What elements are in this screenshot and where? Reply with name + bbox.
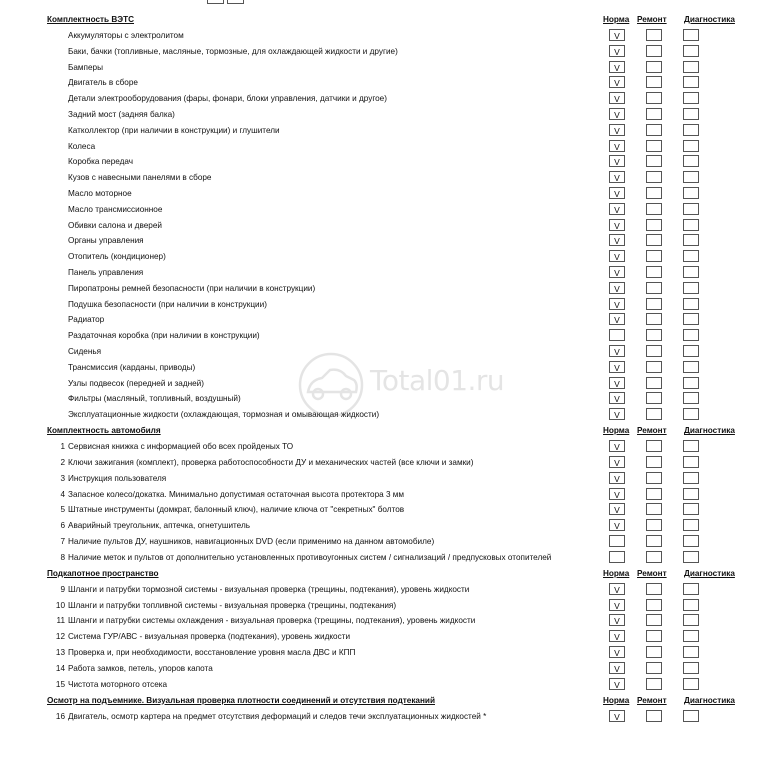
norma-checkbox[interactable]: V bbox=[609, 345, 625, 357]
item-label: Шланги и патрубки топливной системы - визуальная проверка (трещины, подтекания) bbox=[68, 600, 397, 610]
checklist-row bbox=[0, 488, 783, 504]
remont-checkbox[interactable] bbox=[646, 646, 662, 658]
checklist-row bbox=[0, 519, 783, 535]
remont-checkbox[interactable] bbox=[646, 488, 662, 500]
checklist-row bbox=[0, 456, 783, 472]
norma-checkbox[interactable] bbox=[609, 329, 625, 341]
remont-checkbox[interactable] bbox=[646, 140, 662, 152]
item-number: 6 bbox=[60, 521, 65, 531]
checklist-row bbox=[0, 503, 783, 519]
checklist-row bbox=[0, 124, 783, 140]
column-header-remont: Ремонт bbox=[637, 426, 667, 436]
remont-checkbox[interactable] bbox=[646, 408, 662, 420]
diagnostika-checkbox[interactable] bbox=[683, 440, 699, 452]
item-label: Баки, бачки (топливные, масляные, тормозные, для охлаждающей жидкости и другие) bbox=[68, 46, 398, 56]
item-number: 3 bbox=[60, 473, 65, 483]
column-header-remont: Ремонт bbox=[637, 695, 667, 705]
checklist-row bbox=[0, 298, 783, 314]
norma-checkbox[interactable]: V bbox=[609, 108, 625, 120]
item-label: Штатные инструменты (домкрат, балонный ключ), наличие ключа от "секретных" болтов bbox=[68, 505, 405, 515]
item-label: Масло трансмиссионное bbox=[68, 204, 163, 214]
remont-checkbox[interactable] bbox=[646, 187, 662, 199]
item-label: Шланги и патрубки системы охлаждения - визуальная проверка (трещины, подтекания), уровень жидкости bbox=[68, 616, 476, 626]
checklist-row bbox=[0, 678, 783, 694]
remont-checkbox[interactable] bbox=[646, 377, 662, 389]
item-label: Аккумуляторы с электролитом bbox=[68, 31, 184, 40]
watermark-text: Total01.ru bbox=[370, 364, 505, 397]
watermark bbox=[296, 350, 505, 420]
column-header-diagnostika: Диагностика bbox=[684, 426, 735, 436]
remont-checkbox[interactable] bbox=[646, 171, 662, 183]
checklist-row bbox=[0, 61, 783, 77]
item-label: Запасное колесо/докатка. Минимально допустимая остаточная высота протектора 3 мм bbox=[68, 489, 405, 499]
remont-checkbox[interactable] bbox=[646, 551, 662, 563]
remont-checkbox[interactable] bbox=[646, 662, 662, 674]
item-label: Фильтры (масляный, топливный, воздушный) bbox=[68, 394, 241, 404]
remont-checkbox[interactable] bbox=[646, 203, 662, 215]
norma-checkbox[interactable]: V bbox=[609, 646, 625, 658]
checklist-row bbox=[0, 662, 783, 678]
item-label: Панель управления bbox=[68, 268, 144, 277]
item-number: 11 bbox=[56, 616, 65, 626]
column-header-diagnostika: Диагностика bbox=[684, 568, 735, 578]
norma-checkbox[interactable]: V bbox=[609, 488, 625, 500]
checklist-row bbox=[0, 282, 783, 298]
remont-checkbox[interactable] bbox=[646, 710, 662, 722]
item-number: 9 bbox=[60, 584, 65, 594]
item-label: Наличие меток и пультов от дополнительно установленных противоугонных систем / сигнализаций / предпусковых отопителей bbox=[68, 552, 552, 562]
remont-checkbox[interactable] bbox=[646, 503, 662, 515]
checklist-row bbox=[0, 535, 783, 551]
remont-checkbox[interactable] bbox=[646, 313, 662, 325]
item-label: Детали электрооборудования (фары, фонари, блоки управления, датчики и другое) bbox=[68, 94, 387, 104]
checklist-row bbox=[0, 440, 783, 456]
item-number: 7 bbox=[60, 537, 65, 546]
item-label: Наличие пультов ДУ, наушников, навигационных DVD (если применимо на данном автомобиле) bbox=[68, 537, 435, 546]
checklist-row bbox=[0, 219, 783, 235]
checklist-row bbox=[0, 234, 783, 250]
norma-checkbox[interactable]: V bbox=[609, 392, 625, 404]
remont-checkbox[interactable] bbox=[646, 234, 662, 246]
diagnostika-checkbox[interactable] bbox=[683, 187, 699, 199]
item-label: Двигатель в сборе bbox=[68, 78, 138, 88]
checklist-row bbox=[0, 599, 783, 615]
remont-checkbox[interactable] bbox=[646, 630, 662, 642]
norma-checkbox[interactable]: V bbox=[609, 313, 625, 325]
item-number: 8 bbox=[60, 552, 65, 562]
diagnostika-checkbox[interactable] bbox=[683, 646, 699, 658]
diagnostika-checkbox[interactable] bbox=[683, 345, 699, 357]
diagnostika-checkbox[interactable] bbox=[683, 472, 699, 484]
remont-checkbox[interactable] bbox=[646, 266, 662, 278]
item-label: Колеса bbox=[68, 141, 96, 151]
item-label: Органы управления bbox=[68, 236, 144, 246]
checklist-row bbox=[0, 329, 783, 345]
item-label: Раздаточная коробка (при наличии в конструкции) bbox=[68, 331, 260, 341]
item-label: Бамперы bbox=[68, 62, 103, 72]
item-label: Шланги и патрубки тормозной системы - визуальная проверка (трещины, подтекания), уровень жидкости bbox=[68, 584, 470, 594]
norma-checkbox[interactable] bbox=[609, 535, 625, 547]
checklist-row bbox=[0, 45, 783, 61]
remont-checkbox[interactable] bbox=[646, 124, 662, 136]
item-number: 4 bbox=[60, 489, 65, 499]
norma-checkbox[interactable]: V bbox=[609, 440, 625, 452]
remont-checkbox[interactable] bbox=[646, 614, 662, 626]
item-label: Пиропатроны ремней безопасности (при наличии в конструкции) bbox=[68, 283, 316, 293]
norma-checkbox[interactable]: V bbox=[609, 234, 625, 246]
norma-checkbox[interactable]: V bbox=[609, 710, 625, 722]
item-label: Кузов с навесными панелями в сборе bbox=[68, 173, 212, 183]
item-label: Аварийный треугольник, аптечка, огнетушитель bbox=[68, 521, 250, 531]
item-label: Задний мост (задняя балка) bbox=[68, 110, 175, 119]
column-header-norma: Норма bbox=[603, 426, 630, 436]
checklist-row bbox=[0, 630, 783, 646]
diagnostika-checkbox[interactable] bbox=[683, 551, 699, 563]
diagnostika-checkbox[interactable] bbox=[683, 140, 699, 152]
column-header-diagnostika: Диагностика bbox=[684, 15, 735, 24]
item-number: 16 bbox=[55, 711, 65, 721]
diagnostika-checkbox[interactable] bbox=[683, 250, 699, 262]
checklist-row bbox=[0, 551, 783, 567]
item-label: Эксплуатационные жидкости (охлаждающая, тормозная и омывающая жидкости) bbox=[68, 410, 380, 420]
diagnostika-checkbox[interactable] bbox=[683, 519, 699, 531]
remont-checkbox[interactable] bbox=[646, 361, 662, 373]
remont-checkbox[interactable] bbox=[646, 92, 662, 104]
remont-checkbox[interactable] bbox=[646, 29, 662, 41]
item-label: Работа замков, петель, упоров капота bbox=[68, 663, 213, 673]
remont-checkbox[interactable] bbox=[646, 282, 662, 294]
norma-checkbox[interactable]: V bbox=[609, 361, 625, 373]
item-label: Радиатор bbox=[68, 315, 105, 325]
norma-checkbox[interactable]: V bbox=[609, 76, 625, 88]
diagnostika-checkbox[interactable] bbox=[683, 329, 699, 341]
diagnostika-checkbox[interactable] bbox=[683, 203, 699, 215]
top-checkboxes bbox=[207, 0, 247, 6]
item-label: Чистота моторного отсека bbox=[68, 679, 168, 689]
remont-checkbox[interactable] bbox=[646, 599, 662, 611]
column-header-remont: Ремонт bbox=[637, 15, 667, 24]
norma-checkbox[interactable]: V bbox=[609, 678, 625, 690]
diagnostika-checkbox[interactable] bbox=[683, 108, 699, 120]
remont-checkbox[interactable] bbox=[646, 472, 662, 484]
diagnostika-checkbox[interactable] bbox=[683, 488, 699, 500]
section-title: Подкапотное пространство bbox=[47, 568, 159, 578]
checklist-row bbox=[0, 29, 783, 45]
norma-checkbox[interactable]: V bbox=[609, 45, 625, 57]
norma-checkbox[interactable]: V bbox=[609, 472, 625, 484]
checklist-row bbox=[0, 171, 783, 187]
checklist-row bbox=[0, 472, 783, 488]
diagnostika-checkbox[interactable] bbox=[683, 219, 699, 231]
item-number: 14 bbox=[55, 663, 65, 673]
item-label: Инструкция пользователя bbox=[68, 473, 167, 483]
remont-checkbox[interactable] bbox=[646, 155, 662, 167]
norma-checkbox[interactable] bbox=[609, 551, 625, 563]
remont-checkbox[interactable] bbox=[646, 45, 662, 57]
diagnostika-checkbox[interactable] bbox=[683, 171, 699, 183]
item-label: Коробка передач bbox=[68, 157, 134, 167]
checklist-row bbox=[0, 646, 783, 662]
diagnostika-checkbox[interactable] bbox=[683, 124, 699, 136]
norma-checkbox[interactable]: V bbox=[609, 614, 625, 626]
remont-checkbox[interactable] bbox=[646, 250, 662, 262]
norma-checkbox[interactable]: V bbox=[609, 408, 625, 420]
checklist-row bbox=[0, 108, 783, 124]
norma-checkbox[interactable]: V bbox=[609, 61, 625, 73]
diagnostika-checkbox[interactable] bbox=[683, 392, 699, 404]
norma-checkbox[interactable]: V bbox=[609, 503, 625, 515]
remont-checkbox[interactable] bbox=[646, 583, 662, 595]
diagnostika-checkbox[interactable] bbox=[683, 503, 699, 515]
norma-checkbox[interactable]: V bbox=[609, 266, 625, 278]
section-title: Комплектность ВЭТС bbox=[47, 15, 135, 24]
item-number: 1 bbox=[60, 442, 65, 452]
diagnostika-checkbox[interactable] bbox=[683, 298, 699, 310]
item-label: Узлы подвесок (передней и задней) bbox=[68, 378, 204, 388]
checklist-row bbox=[0, 710, 783, 726]
diagnostika-checkbox[interactable] bbox=[683, 408, 699, 420]
item-label: Система ГУР/АВС - визуальная проверка (подтекания), уровень жидкости bbox=[68, 632, 351, 642]
norma-checkbox[interactable]: V bbox=[609, 662, 625, 674]
checklist-row bbox=[0, 76, 783, 92]
diagnostika-checkbox[interactable] bbox=[683, 614, 699, 626]
item-number: 5 bbox=[60, 505, 65, 515]
checklist-row bbox=[0, 155, 783, 171]
checklist-row bbox=[0, 140, 783, 156]
item-label: Отопитель (кондиционер) bbox=[68, 252, 166, 262]
item-label: Проверка и, при необходимости, восстановление уровня масла ДВС и КПП bbox=[68, 648, 356, 657]
diagnostika-checkbox[interactable] bbox=[683, 76, 699, 88]
checklist-row bbox=[0, 187, 783, 203]
diagnostika-checkbox[interactable] bbox=[683, 282, 699, 294]
remont-checkbox[interactable] bbox=[646, 298, 662, 310]
item-label: Масло моторное bbox=[68, 189, 132, 198]
diagnostika-checkbox[interactable] bbox=[683, 61, 699, 73]
remont-checkbox[interactable] bbox=[646, 345, 662, 357]
diagnostika-checkbox[interactable] bbox=[683, 535, 699, 547]
remont-checkbox[interactable] bbox=[646, 519, 662, 531]
item-number: 15 bbox=[55, 679, 65, 689]
diagnostika-checkbox[interactable] bbox=[683, 599, 699, 611]
item-number: 2 bbox=[60, 458, 65, 467]
section-header bbox=[0, 567, 783, 583]
norma-checkbox[interactable]: V bbox=[609, 456, 625, 468]
diagnostika-checkbox[interactable] bbox=[683, 456, 699, 468]
item-label: Обивки салона и дверей bbox=[68, 220, 162, 230]
section-header bbox=[0, 694, 783, 710]
checklist-row bbox=[0, 614, 783, 630]
item-number: 12 bbox=[55, 632, 65, 642]
diagnostika-checkbox[interactable] bbox=[683, 313, 699, 325]
item-label: Ключи зажигания (комплект), проверка работоспособности ДУ и механических частей (все ключи и замки) bbox=[68, 458, 474, 467]
norma-checkbox[interactable]: V bbox=[609, 124, 625, 136]
norma-checkbox[interactable]: V bbox=[609, 630, 625, 642]
item-label: Сиденья bbox=[68, 347, 102, 356]
remont-checkbox[interactable] bbox=[646, 392, 662, 404]
item-label: Катколлектор (при наличии в конструкции) и глушители bbox=[68, 125, 280, 135]
column-header-remont: Ремонт bbox=[637, 568, 667, 578]
section-header bbox=[0, 424, 783, 440]
remont-checkbox[interactable] bbox=[646, 61, 662, 73]
norma-checkbox[interactable]: V bbox=[609, 250, 625, 262]
diagnostika-checkbox[interactable] bbox=[683, 92, 699, 104]
checklist-row bbox=[0, 203, 783, 219]
diagnostika-checkbox[interactable] bbox=[683, 234, 699, 246]
diagnostika-checkbox[interactable] bbox=[683, 45, 699, 57]
item-number: 13 bbox=[55, 648, 65, 657]
norma-checkbox[interactable]: V bbox=[609, 377, 625, 389]
diagnostika-checkbox[interactable] bbox=[683, 29, 699, 41]
checklist-row bbox=[0, 92, 783, 108]
diagnostika-checkbox[interactable] bbox=[683, 678, 699, 690]
diagnostika-checkbox[interactable] bbox=[683, 710, 699, 722]
column-header-diagnostika: Диагностика bbox=[684, 695, 735, 705]
column-header-norma: Норма bbox=[603, 15, 630, 24]
remont-checkbox[interactable] bbox=[646, 678, 662, 690]
diagnostika-checkbox[interactable] bbox=[683, 662, 699, 674]
remont-checkbox[interactable] bbox=[646, 108, 662, 120]
diagnostika-checkbox[interactable] bbox=[683, 377, 699, 389]
norma-checkbox[interactable]: V bbox=[609, 155, 625, 167]
remont-checkbox[interactable] bbox=[646, 76, 662, 88]
norma-checkbox[interactable]: V bbox=[609, 519, 625, 531]
remont-checkbox[interactable] bbox=[646, 219, 662, 231]
remont-checkbox[interactable] bbox=[646, 535, 662, 547]
norma-checkbox[interactable]: V bbox=[609, 298, 625, 310]
diagnostika-checkbox[interactable] bbox=[683, 266, 699, 278]
norma-checkbox[interactable]: V bbox=[609, 187, 625, 199]
diagnostika-checkbox[interactable] bbox=[683, 630, 699, 642]
diagnostika-checkbox[interactable] bbox=[683, 583, 699, 595]
norma-checkbox[interactable]: V bbox=[609, 282, 625, 294]
checkbox[interactable] bbox=[207, 0, 224, 4]
car-logo-icon bbox=[296, 350, 366, 420]
remont-checkbox[interactable] bbox=[646, 456, 662, 468]
column-header-norma: Норма bbox=[603, 568, 630, 578]
item-label: Трансмиссия (карданы, приводы) bbox=[68, 362, 196, 372]
norma-checkbox[interactable]: V bbox=[609, 583, 625, 595]
norma-checkbox[interactable]: V bbox=[609, 203, 625, 215]
column-header-norma: Норма bbox=[603, 695, 630, 705]
section-title: Комплектность автомобиля bbox=[47, 426, 161, 436]
remont-checkbox[interactable] bbox=[646, 440, 662, 452]
checkbox[interactable] bbox=[227, 0, 244, 4]
section-header bbox=[0, 13, 783, 29]
item-number: 10 bbox=[55, 600, 65, 610]
checklist-row bbox=[0, 266, 783, 282]
item-label: Двигатель, осмотр картера на предмет отсутствия деформаций и следов течи эксплуатационных жидкостей * bbox=[68, 711, 487, 721]
norma-checkbox[interactable]: V bbox=[609, 599, 625, 611]
checklist-row bbox=[0, 313, 783, 329]
norma-checkbox[interactable]: V bbox=[609, 219, 625, 231]
item-label: Подушка безопасности (при наличии в конструкции) bbox=[68, 299, 267, 309]
norma-checkbox[interactable]: V bbox=[609, 140, 625, 152]
section-title: Осмотр на подъемнике. Визуальная проверка плотности соединений и отсутствия подтеканий bbox=[47, 695, 435, 705]
checklist-row bbox=[0, 250, 783, 266]
norma-checkbox[interactable]: V bbox=[609, 29, 625, 41]
norma-checkbox[interactable]: V bbox=[609, 92, 625, 104]
remont-checkbox[interactable] bbox=[646, 329, 662, 341]
diagnostika-checkbox[interactable] bbox=[683, 155, 699, 167]
diagnostika-checkbox[interactable] bbox=[683, 361, 699, 373]
item-label: Сервисная книжка с информацией обо всех пройденых ТО bbox=[68, 442, 294, 452]
norma-checkbox[interactable]: V bbox=[609, 171, 625, 183]
checklist-row bbox=[0, 583, 783, 599]
